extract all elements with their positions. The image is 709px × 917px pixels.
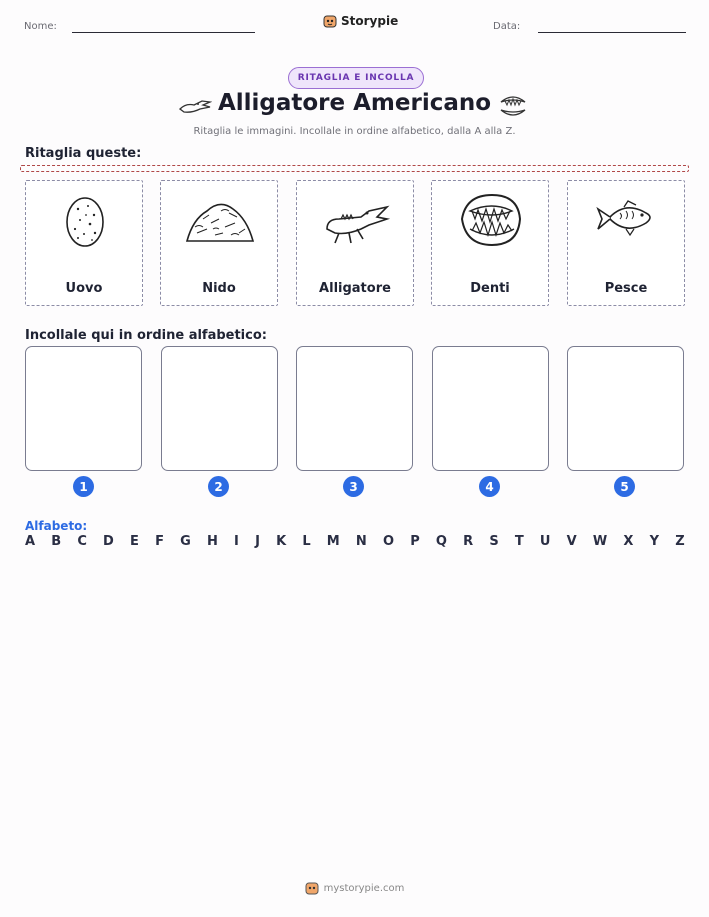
alphabet-letter: A	[25, 534, 36, 549]
card-label: Uovo	[65, 281, 103, 296]
alphabet-letter: N	[355, 534, 367, 549]
name-label: Nome:	[24, 21, 57, 32]
fish-icon	[592, 189, 662, 251]
alphabet-letter: P	[410, 534, 420, 549]
alphabet-letter: C	[77, 534, 87, 549]
card-alligatore[interactable]	[296, 180, 414, 306]
slot-number-1: 1	[73, 476, 94, 497]
alphabet-letter: X	[623, 534, 634, 549]
card-label: Pesce	[604, 281, 648, 296]
brand-name: Storypie	[341, 14, 399, 28]
alphabet-letter: S	[489, 534, 499, 549]
cut-heading: Ritaglia queste:	[25, 146, 142, 161]
paste-heading: Incollale qui in ordine alfabetico:	[25, 328, 267, 343]
alphabet-letter: Z	[675, 534, 685, 549]
slot-number-3: 3	[343, 476, 364, 497]
egg-icon	[50, 189, 120, 251]
alphabet-letter: B	[51, 534, 62, 549]
alphabet-letter: V	[566, 534, 577, 549]
teeth-icon	[456, 189, 526, 251]
alphabet-letter: J	[255, 534, 260, 549]
card-uovo[interactable]	[25, 180, 143, 306]
instructions: Ritaglia le immagini. Incollale in ordine alfabetico, dalla A alla Z.	[193, 126, 516, 137]
alphabet-letter: Q	[435, 534, 447, 549]
alphabet-letter: L	[302, 534, 311, 549]
cut-line	[20, 165, 689, 172]
alphabet-letter: I	[234, 534, 239, 549]
alphabet-letter: D	[103, 534, 114, 549]
page-title: Alligatore Americano	[217, 90, 492, 116]
nest-icon	[185, 189, 255, 251]
alphabet-row	[25, 534, 685, 549]
alphabet-letter: O	[382, 534, 395, 549]
paste-slot-2[interactable]	[161, 346, 278, 471]
footer-url[interactable]: mystorypie.com	[323, 882, 405, 894]
card-nido[interactable]	[160, 180, 278, 306]
date-label: Data:	[493, 21, 521, 32]
paste-slot-5[interactable]	[567, 346, 684, 471]
activity-badge: RITAGLIA E INCOLLA	[288, 67, 424, 89]
alphabet-letter: H	[206, 534, 218, 549]
card-denti[interactable]	[431, 180, 549, 306]
name-line[interactable]	[72, 32, 255, 33]
alphabet-letter: W	[592, 534, 608, 549]
alphabet-letter: E	[130, 534, 139, 549]
alphabet-letter: U	[539, 534, 551, 549]
alligator-icon	[321, 189, 391, 251]
alphabet-letter: M	[326, 534, 340, 549]
paste-slot-1[interactable]	[25, 346, 142, 471]
alphabet-letter: Y	[649, 534, 660, 549]
footer	[0, 881, 709, 895]
storypie-mascot-icon	[323, 14, 337, 28]
alphabet-letter: F	[155, 534, 164, 549]
storypie-mascot-icon	[305, 881, 319, 895]
slot-number-4: 4	[479, 476, 500, 497]
card-label: Alligatore	[319, 281, 391, 296]
paste-slot-4[interactable]	[432, 346, 549, 471]
alphabet-letter: K	[276, 534, 287, 549]
slot-number-5: 5	[614, 476, 635, 497]
alphabet-letter: R	[463, 534, 474, 549]
alphabet-letter: T	[514, 534, 524, 549]
paste-slot-3[interactable]	[296, 346, 413, 471]
alphabet-letter: G	[180, 534, 191, 549]
alphabet-label: Alfabeto:	[25, 519, 88, 533]
jaws-decor-icon	[498, 92, 528, 120]
slot-number-2: 2	[208, 476, 229, 497]
card-pesce[interactable]	[567, 180, 685, 306]
brand-logo	[323, 14, 398, 28]
card-label: Nido	[202, 281, 236, 296]
date-line[interactable]	[538, 32, 686, 33]
card-label: Denti	[470, 281, 510, 296]
